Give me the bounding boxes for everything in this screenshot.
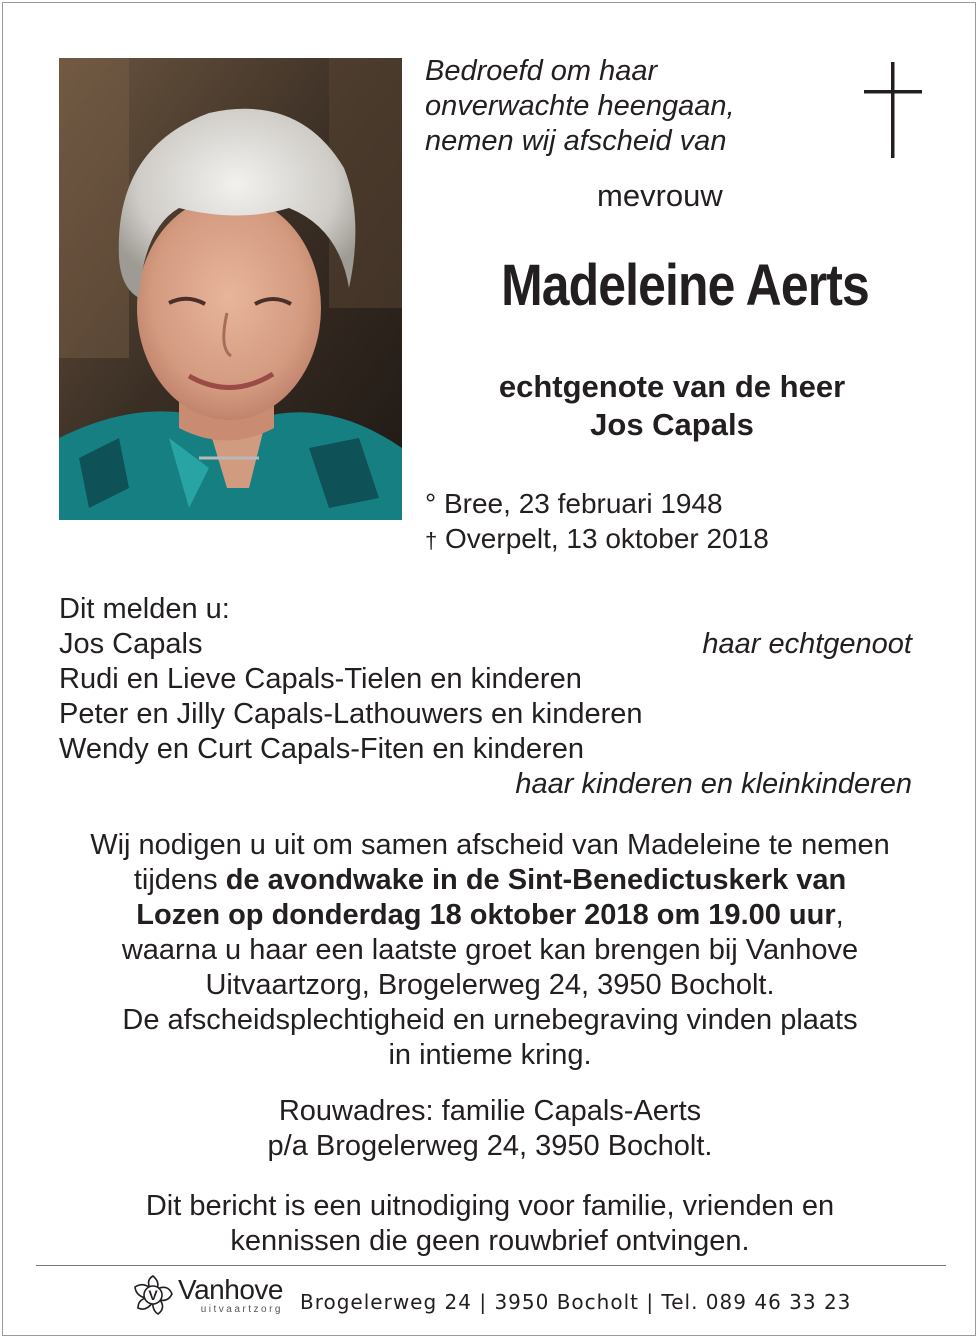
- intro-line: nemen wij afscheid van: [425, 125, 727, 157]
- family-spouse-name: Jos Capals: [59, 628, 203, 660]
- logo-subtitle: uitvaartzorg: [200, 1303, 283, 1315]
- portrait-photo: [59, 58, 402, 520]
- closing-line: kennissen die geen rouwbrief ontvingen.: [230, 1225, 750, 1257]
- family-child: Wendy en Curt Capals-Fiten en kinderen: [59, 733, 584, 765]
- deceased-name: Madeleine Aerts: [501, 253, 869, 318]
- intro-line: onverwachte heengaan,: [425, 90, 735, 122]
- invite-line: Uitvaartzorg, Brogelerweg 24, 3950 Bocholt.: [205, 969, 775, 1001]
- invite-plain: ,: [835, 899, 844, 931]
- spouse-block: [422, 368, 922, 444]
- spouse-line: echtgenote van de heer: [498, 369, 846, 404]
- invite-line: [40, 863, 940, 898]
- closing-line: Dit bericht is een uitnodiging voor familie, vrienden en: [145, 1190, 835, 1222]
- intro-line: Bedroefd om haar: [425, 55, 658, 87]
- honorific: mevrouw: [597, 178, 723, 213]
- birth-symbol: °: [425, 488, 437, 519]
- cross-icon: [862, 62, 924, 160]
- funeral-home-logo: [130, 1272, 283, 1318]
- death-symbol: †: [425, 528, 438, 553]
- invite-line: [40, 898, 940, 933]
- logo-wordmark: [178, 1273, 283, 1315]
- family-heading: Dit melden u:: [59, 593, 230, 625]
- portrait-illustration: [59, 58, 402, 520]
- dates-block: [425, 486, 769, 558]
- invite-line: Wij nodigen u uit om samen afscheid van Madeleine te nemen: [90, 829, 890, 861]
- family-row: [59, 627, 912, 662]
- address-line: Rouwadres: familie Capals-Aerts: [278, 1095, 702, 1127]
- logo-name: Vanhove: [178, 1273, 283, 1305]
- birth-text: Bree, 23 februari 1948: [443, 488, 723, 519]
- death-text: Overpelt, 13 oktober 2018: [445, 523, 769, 554]
- closing-note: [40, 1189, 940, 1259]
- family-children-role: haar kinderen en kleinkinderen: [515, 768, 912, 800]
- family-child: Peter en Jilly Capals-Lathouwers en kinderen: [59, 698, 643, 730]
- invitation-text: [40, 828, 940, 1073]
- spouse-name: Jos Capals: [590, 407, 754, 442]
- invite-line: De afscheidsplechtigheid en urnebegraving vinden plaats: [122, 1004, 858, 1036]
- invite-bold: Lozen op donderdag 18 oktober 2018 om 19.00 uur: [136, 899, 836, 931]
- invite-bold: de avondwake in de Sint-Benedictuskerk van: [225, 864, 847, 896]
- family-spouse-role: haar echtgenoot: [702, 628, 912, 660]
- invite-line: in intieme kring.: [388, 1039, 592, 1071]
- death-line: [425, 521, 769, 558]
- footer-contact: Brogelerweg 24 | 3950 Bocholt | Tel. 089 46 33 23: [300, 1290, 852, 1314]
- vanhove-logo-mark-icon: [130, 1272, 176, 1318]
- family-list: [59, 592, 912, 802]
- intro-text: [425, 54, 735, 159]
- invite-line: waarna u haar een laatste groet kan brengen bij Vanhove: [121, 934, 859, 966]
- family-child: Rudi en Lieve Capals-Tielen en kinderen: [59, 663, 582, 695]
- footer-divider: [36, 1265, 946, 1266]
- mourning-address: [40, 1094, 940, 1164]
- logo-letter: V: [148, 1287, 158, 1303]
- address-line: p/a Brogelerweg 24, 3950 Bocholt.: [267, 1130, 713, 1162]
- invite-plain: tijdens: [133, 864, 226, 896]
- birth-line: [425, 486, 769, 521]
